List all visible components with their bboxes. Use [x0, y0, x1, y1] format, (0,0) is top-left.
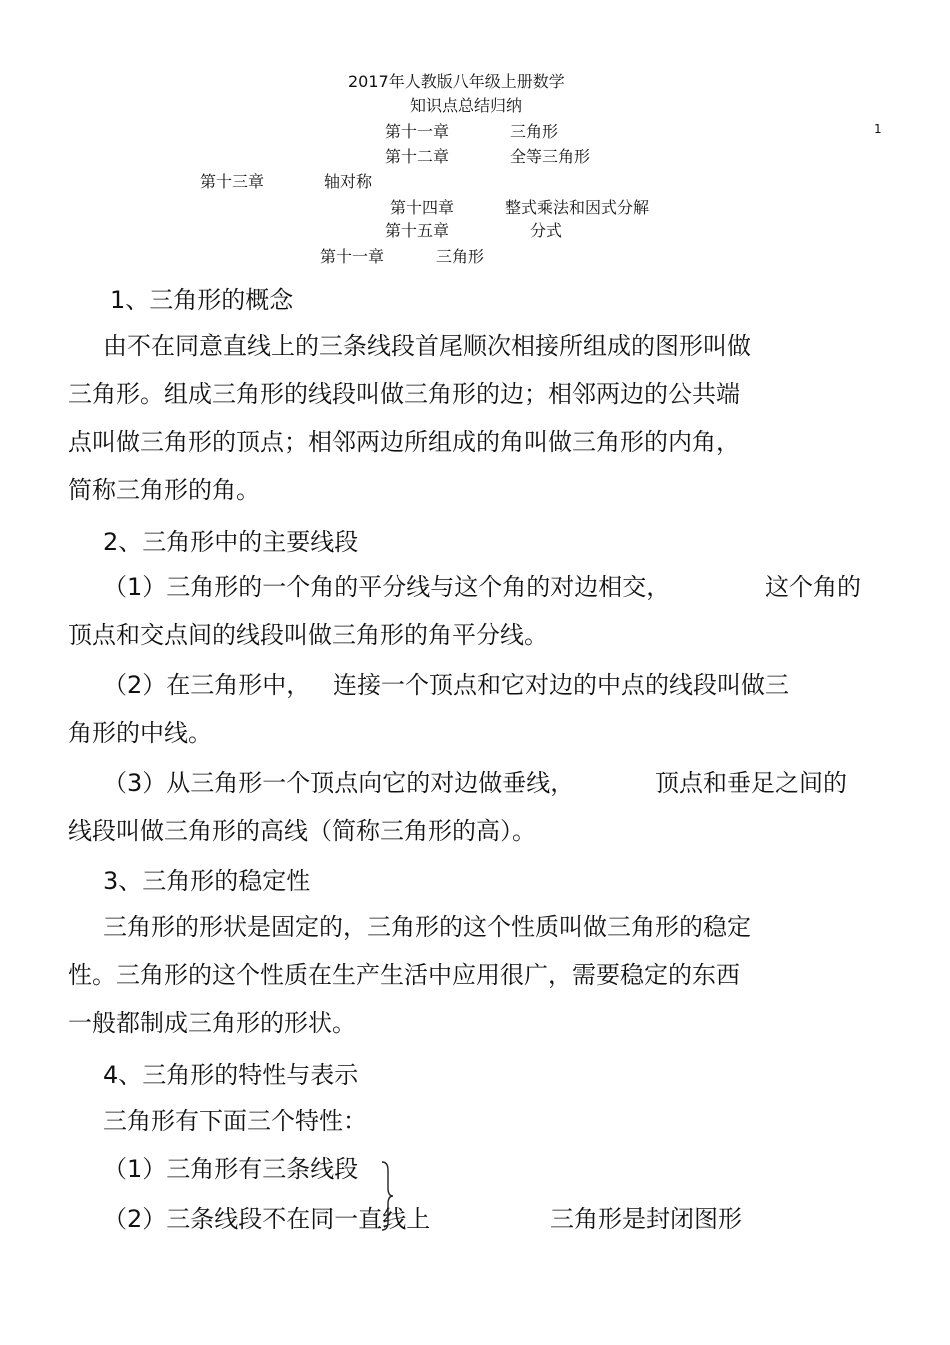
section-heading: 2、三角形中的主要线段	[103, 528, 359, 556]
section-heading: 3、三角形的稳定性	[103, 867, 311, 895]
toc-chapter: 第十五章	[385, 221, 450, 240]
paragraph-line: 顶点和垂足之间的	[655, 769, 847, 797]
chapter-heading-number: 第十一章	[320, 247, 385, 266]
paragraph-line: 这个角的	[765, 573, 861, 601]
paragraph-line: 三角形有下面三个特性：	[103, 1107, 367, 1135]
toc-name: 全等三角形	[510, 147, 591, 166]
toc-name: 三角形	[510, 122, 559, 141]
toc-chapter: 第十二章	[385, 147, 450, 166]
property-item: （2）三条线段不在同一直线上	[103, 1205, 431, 1233]
property-conclusion: 三角形是封闭图形	[550, 1205, 742, 1233]
paragraph-line: （3）从三角形一个顶点向它的对边做垂线，	[103, 769, 575, 797]
toc-chapter: 第十三章	[200, 172, 265, 191]
page-number: 1	[874, 122, 882, 136]
toc-chapter: 第十一章	[385, 122, 450, 141]
paragraph-line: （2）在三角形中，	[103, 671, 311, 699]
paragraph-line: 简称三角形的角。	[68, 476, 260, 504]
document-title: 2017年人教版八年级上册数学	[348, 72, 565, 91]
paragraph-line: 顶点和交点间的线段叫做三角形的角平分线。	[68, 621, 548, 649]
paragraph-line: 三角形的形状是固定的，三角形的这个性质叫做三角形的稳定	[103, 913, 751, 941]
paragraph-line: 性。三角形的这个性质在生产生活中应用很广，需要稳定的东西	[68, 961, 740, 989]
toc-chapter: 第十四章	[390, 198, 455, 217]
document-subtitle: 知识点总结归纳	[410, 96, 523, 115]
toc-name: 轴对称	[324, 172, 373, 191]
paragraph-line: 线段叫做三角形的高线（简称三角形的高）。	[68, 817, 536, 845]
paragraph-line: 角形的中线。	[68, 719, 212, 747]
property-item: （1）三角形有三条线段	[103, 1155, 359, 1183]
toc-name: 整式乘法和因式分解	[505, 198, 650, 217]
paragraph-line: （1）三角形的一个角的平分线与这个角的对边相交，	[103, 573, 671, 601]
paragraph-line: 由不在同意直线上的三条线段首尾顺次相接所组成的图形叫做	[103, 332, 751, 360]
curly-brace-icon	[380, 1160, 394, 1232]
section-heading: 4、三角形的特性与表示	[103, 1061, 359, 1089]
paragraph-line: 连接一个顶点和它对边的中点的线段叫做三	[333, 671, 789, 699]
section-heading: 1、三角形的概念	[110, 286, 294, 314]
paragraph-line: 三角形。组成三角形的线段叫做三角形的边；相邻两边的公共端	[68, 380, 740, 408]
paragraph-line: 点叫做三角形的顶点；相邻两边所组成的角叫做三角形的内角，	[68, 428, 740, 456]
toc-name: 分式	[530, 221, 563, 240]
chapter-heading-name: 三角形	[436, 247, 485, 266]
paragraph-line: 一般都制成三角形的形状。	[68, 1009, 356, 1037]
